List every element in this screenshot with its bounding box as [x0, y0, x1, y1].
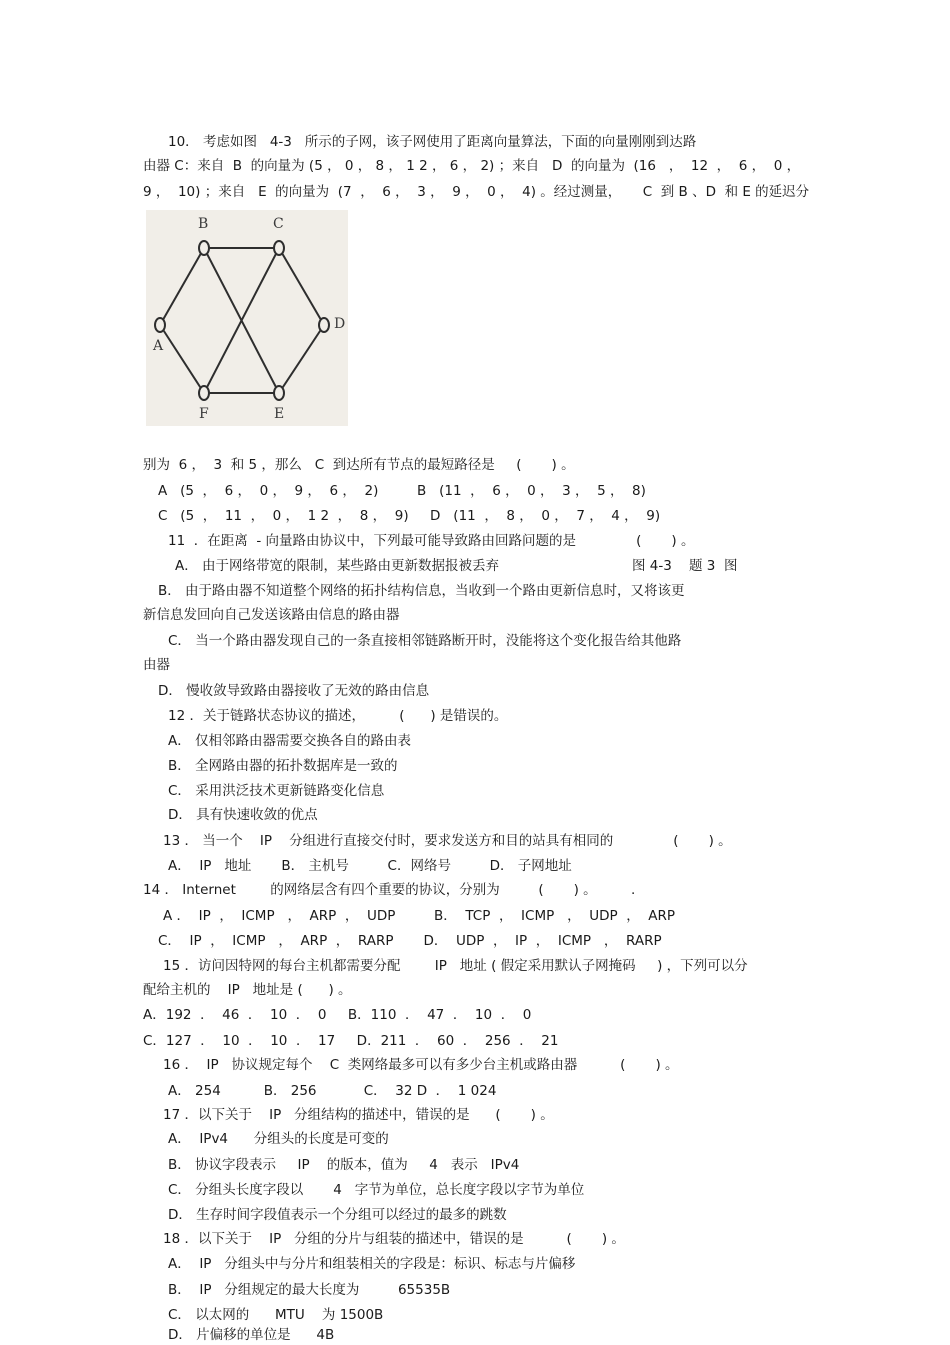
node-label-c: C: [273, 216, 284, 232]
q18-option-d: D． 片偏移的单位是 4B: [168, 1327, 335, 1343]
node-d: [319, 318, 329, 332]
q10-text-line-3: 9 ， 10) ；来自 E 的向量为 (7 ， 6 ， 3 ， 9 ， 0 ， 4) 。经过测量， C 到 B 、D 和 E 的延迟分: [143, 184, 810, 200]
link-c-d: [279, 248, 324, 325]
q11-option-c-line-1: C． 当一个路由器发现自己的一条直接相邻链路断开时，没能将这个变化报告给其他路: [168, 633, 682, 649]
q15-stem-line-1: 15 ．访问因特网的每台主机都需要分配 IP 地址 ( 假定采用默认子网掩码 ) ，下列可以分: [163, 958, 748, 974]
q12-option-c: C． 采用洪泛技术更新链路变化信息: [168, 783, 385, 799]
node-label-b: B: [198, 216, 209, 232]
q17-option-a: A． IPv4 分组头的长度是可变的: [168, 1131, 389, 1147]
q14-options-ab: A ． IP ， ICMP ， ARP ， UDP B． TCP ， ICMP ， UDP ， ARP: [163, 908, 676, 924]
q16-options: A． 254 B． 256 C． 32 D ． 1 024: [168, 1083, 497, 1099]
q18-option-a: A． IP 分组头中与分片和组装相关的字段是：标识、标志与片偏移: [168, 1256, 576, 1272]
link-a-f: [160, 325, 204, 393]
q12-option-a: A． 仅相邻路由器需要交换各自的路由表: [168, 733, 412, 749]
q15-stem-line-2: 配给主机的 IP 地址是 ( ) 。: [143, 982, 352, 998]
q18-stem: 18 ．以下关于 IP 分组的分片与组装的描述中，错误的是 ( ) 。: [163, 1231, 625, 1247]
q13-stem: 13 ． 当一个 IP 分组进行直接交付时，要求发送方和目的站具有相同的 ( ) 。: [163, 833, 732, 849]
q11-option-a: A． 由于网络带宽的限制，某些路由更新数据报被丢弃: [175, 558, 500, 574]
q18-option-c: C． 以太网的 MTU 为 1500B: [168, 1307, 384, 1323]
q13-options: A． IP 地址 B． 主机号 C．网络号 D． 子网地址: [168, 858, 572, 874]
link-b-a: [160, 248, 204, 325]
node-label-a: A: [153, 338, 164, 354]
q10-text-line-2: 由器 C：来自 B 的向量为 (5 ， 0 ， 8 ， 1 2 ， 6 ， 2) ；来自 D 的向量为 (16 ， 12 ， 6 ， 0 ，: [143, 158, 801, 174]
node-b: [199, 241, 209, 255]
node-f: [199, 386, 209, 400]
q11-option-c-line-2: 由器: [143, 657, 170, 673]
q11-stem: 11 ．在距离 - 向量路由协议中，下列最可能导致路由回路问题的是 ( ) 。: [168, 533, 695, 549]
q17-stem: 17 ．以下关于 IP 分组结构的描述中，错误的是 ( ) 。: [163, 1107, 554, 1123]
q11-option-b-line-1: B． 由于路由器不知道整个网络的拓扑结构信息，当收到一个路由更新信息时，又将该更: [158, 583, 685, 599]
node-label-d: D: [334, 316, 346, 332]
network-topology-diagram: [146, 210, 348, 426]
q15-options-ab: A．192 ． 46 ． 10 ． 0 B．110 ． 47 ． 10 ． 0: [143, 1007, 532, 1023]
q12-option-d: D． 具有快速收敛的优点: [168, 807, 318, 823]
figure-caption: 图 4-3 题 3 图: [632, 558, 738, 574]
node-c: [274, 241, 284, 255]
q16-stem: 16 ． IP 协议规定每个 C 类网络最多可以有多少台主机或路由器 ( ) 。: [163, 1057, 679, 1073]
q17-option-c: C． 分组头长度字段以 4 字节为单位，总长度字段以字节为单位: [168, 1182, 585, 1198]
q11-option-d: D． 慢收敛导致路由器接收了无效的路由信息: [158, 683, 430, 699]
q10-text-line-4: 别为 6 ， 3 和 5 ，那么 C 到达所有节点的最短路径是 ( ) 。: [143, 457, 575, 473]
node-a: [155, 318, 165, 332]
q11-option-b-line-2: 新信息发回向自己发送该路由信息的路由器: [143, 607, 400, 623]
network-topology-figure: [146, 210, 348, 426]
node-label-e: E: [274, 406, 285, 422]
q17-option-d: D． 生存时间字段值表示一个分组可以经过的最多的跳数: [168, 1207, 507, 1223]
q12-option-b: B． 全网路由器的拓扑数据库是一致的: [168, 758, 398, 774]
node-label-f: F: [199, 406, 209, 422]
q14-stem: 14 ． Internet 的网络层含有四个重要的协议，分别为 ( ) 。 .: [143, 882, 636, 898]
link-d-e: [279, 325, 324, 393]
q17-option-b: B． 协议字段表示 IP 的版本，值为 4 表示 IPv4: [168, 1157, 520, 1173]
q14-options-cd: C． IP ， ICMP ， ARP ， RARP D． UDP ， IP ， ICMP ， RARP: [158, 933, 662, 949]
q18-option-b: B． IP 分组规定的最大长度为 65535B: [168, 1282, 451, 1298]
node-e: [274, 386, 284, 400]
q10-options-cd: C (5 ， 11 ， 0 ， 1 2 ， 8 ， 9) D (11 ， 8 ， 0 ， 7 ， 4 ， 9): [158, 508, 661, 524]
q15-options-cd: C．127 ． 10 ． 10 ． 17 D．211 ． 60 ． 256 ． 21: [143, 1033, 559, 1049]
q10-options-ab: A (5 ， 6 ， 0 ， 9 ， 6 ， 2) B (11 ， 6 ， 0 ， 3 ， 5 ， 8): [158, 483, 646, 499]
q12-stem: 12 ．关于链路状态协议的描述， ( ) 是错误的。: [168, 708, 508, 724]
q10-text-line-1: 10． 考虑如图 4-3 所示的子网，该子网使用了距离向量算法，下面的向量刚刚到达路: [168, 134, 697, 150]
